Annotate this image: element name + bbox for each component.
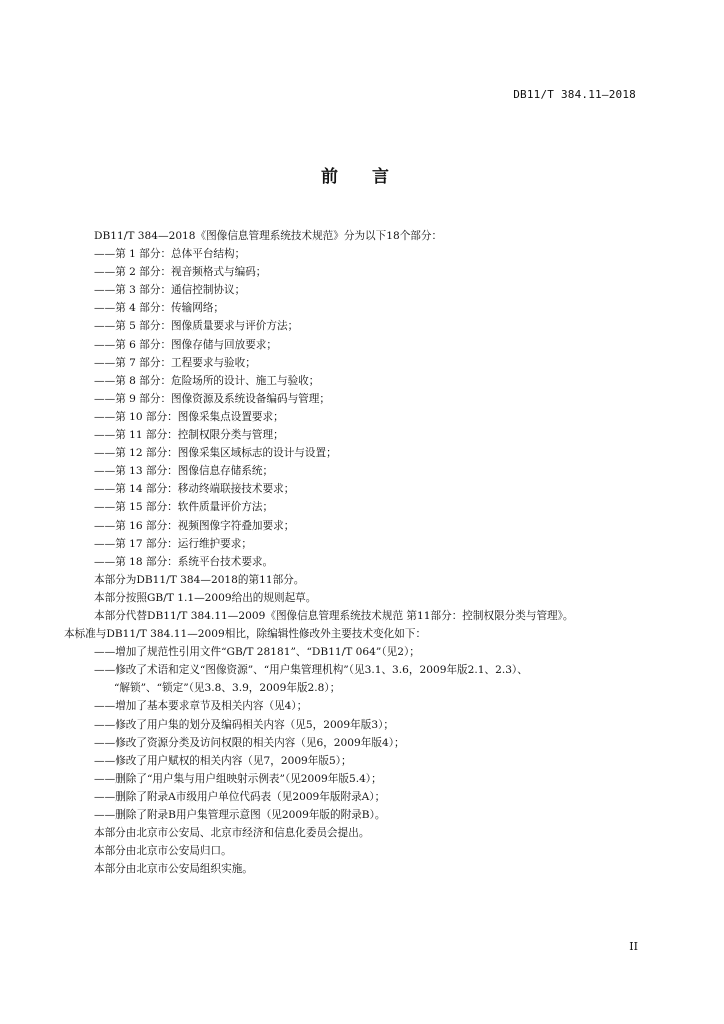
- change-item: ——修改了术语和定义“图像资源”、“用户集管理机构”（见3.1、3.6，2009年版2.1、2.3）、: [94, 664, 528, 677]
- statement-proposed-by: 本部分由北京市公安局、北京市经济和信息化委员会提出。: [94, 827, 370, 840]
- change-item-continuation: “解锁”、“锁定”（见3.8、3.9，2009年版2.8）；: [114, 682, 341, 695]
- part-item: ——第 5 部分：图像质量要求与评价方法；: [94, 320, 299, 333]
- part-item: ——第 13 部分：图像信息存储系统；: [94, 465, 274, 478]
- statement-replace: 本部分代替DB11/T 384.11—2009《图像信息管理系统技术规范 第11部分：控制权限分类与管理》。: [94, 609, 574, 622]
- change-item: ——增加了规范性引用文件“GB/T 28181”、“DB11/T 064”（见2）；: [94, 646, 420, 659]
- change-item: ——删除了“用户集与用户组映射示例表”（见2009年版5.4）；: [94, 772, 382, 785]
- part-item: ——第 11 部分：控制权限分类与管理；: [94, 429, 284, 442]
- page-number: II: [629, 940, 638, 953]
- part-item: ——第 16 部分：视频图像字符叠加要求；: [94, 519, 295, 532]
- statement-organized-by: 本部分由北京市公安局组织实施。: [94, 863, 253, 876]
- change-item: ——增加了基本要求章节及相关内容（见4）；: [94, 700, 308, 713]
- part-item: ——第 12 部分：图像采集区域标志的设计与设置；: [94, 447, 337, 460]
- document-id: DB11/T 384.11—2018: [513, 88, 636, 101]
- change-item: ——修改了用户集的划分及编码相关内容（见5，2009年版3）；: [94, 718, 394, 731]
- part-item: ——第 1 部分：总体平台结构；: [94, 248, 246, 261]
- part-item: ——第 6 部分：图像存储与回放要求；: [94, 338, 277, 351]
- part-item: ——第 9 部分：图像资源及系统设备编码与管理；: [94, 392, 330, 405]
- part-item: ——第 17 部分：运行维护要求；: [94, 537, 252, 550]
- statement-managed-by: 本部分由北京市公安局归口。: [94, 845, 232, 858]
- change-item: ——删除了附录B用户集管理示意图（见2009年版的附录B）。: [94, 809, 386, 821]
- part-item: ——第 4 部分：传输网络；: [94, 302, 225, 315]
- statement-rules: 本部分按照GB/T 1.1—2009给出的规则起草。: [94, 591, 317, 604]
- change-item: ——修改了资源分类及访问权限的相关内容（见6，2009年版4）；: [94, 736, 405, 749]
- change-item: ——删除了附录A市级用户单位代码表（见2009年版附录A）；: [94, 790, 386, 803]
- page-title: 前 言: [321, 167, 403, 187]
- change-item: ——修改了用户赋权的相关内容（见7，2009年版5）；: [94, 754, 352, 767]
- part-item: ——第 7 部分：工程要求与验收；: [94, 356, 256, 369]
- part-item: ——第 14 部分：移动终端联接技术要求；: [94, 483, 295, 496]
- intro-paragraph: DB11/T 384—2018《图像信息管理系统技术规范》分为以下18个部分：: [94, 230, 443, 242]
- part-item: ——第 2 部分：视音频格式与编码；: [94, 266, 267, 279]
- foreword-body: [66, 227, 656, 878]
- statement-part: 本部分为DB11/T 384—2018的第11部分。: [94, 573, 305, 586]
- part-item: ——第 10 部分：图像采集点设置要求；: [94, 410, 284, 423]
- part-item: ——第 18 部分：系统平台技术要求。: [94, 555, 274, 568]
- part-item: ——第 3 部分：通信控制协议；: [94, 284, 246, 297]
- part-item: ——第 15 部分：软件质量评价方法；: [94, 501, 274, 514]
- statement-changes: 本标准与DB11/T 384.11—2009相比，除编辑性修改外主要技术变化如下：: [64, 628, 427, 641]
- part-item: ——第 8 部分：危险场所的设计、施工与验收；: [94, 374, 320, 387]
